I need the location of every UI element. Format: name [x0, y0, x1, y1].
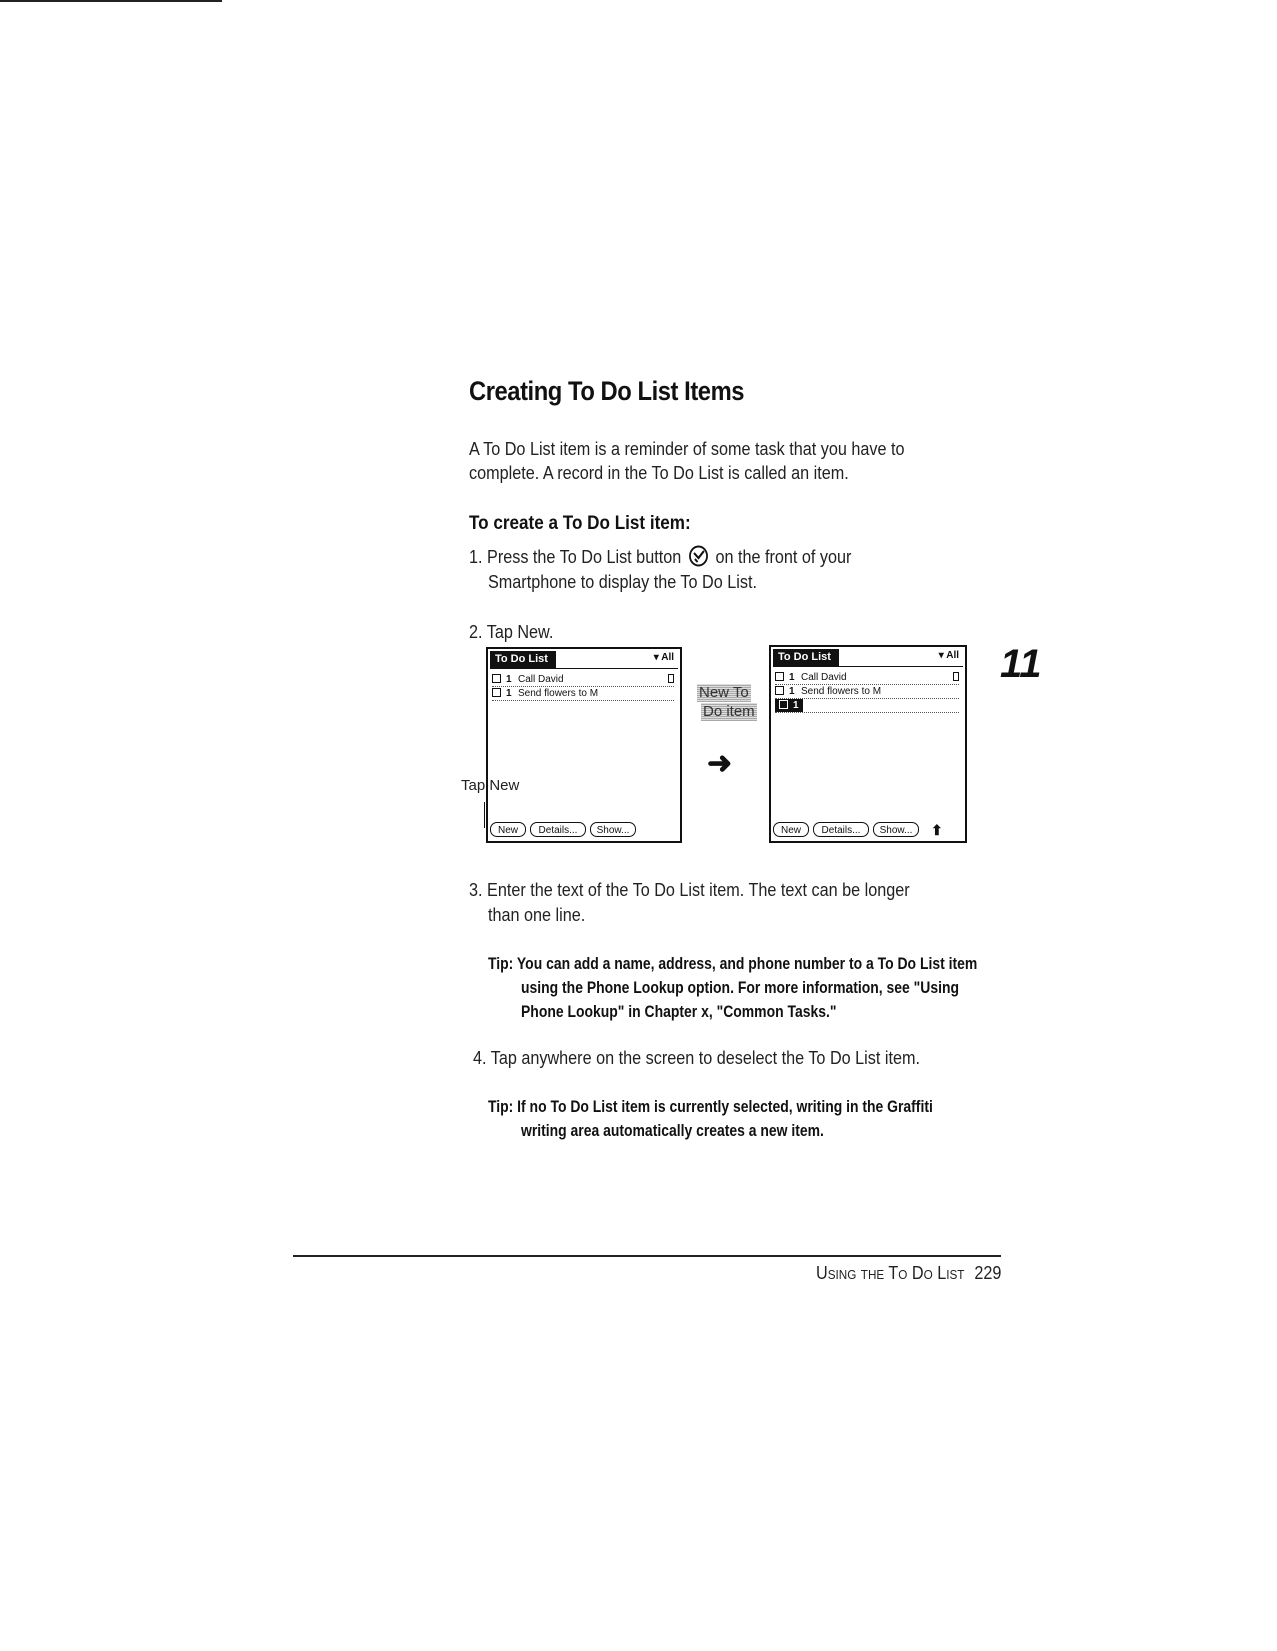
tip-1-line-3: Phone Lookup" in Chapter x, "Common Tasks." — [521, 1002, 837, 1021]
procedure-heading: To create a To Do List item: — [469, 513, 691, 534]
details-button[interactable]: Details... — [813, 822, 869, 837]
checkbox-icon[interactable] — [492, 688, 501, 697]
todo-row[interactable] — [775, 671, 959, 685]
tap-new-callout: Tap New — [461, 777, 520, 794]
note-icon[interactable] — [953, 672, 959, 681]
details-button[interactable]: Details... — [530, 822, 586, 837]
show-button[interactable]: Show... — [873, 822, 919, 837]
step-1-line-2: Smartphone to display the To Do List. — [488, 572, 757, 592]
category-value: All — [661, 652, 674, 663]
todo-row[interactable] — [775, 685, 959, 699]
screen-title: To Do List — [773, 649, 839, 666]
intro-line-1: A To Do List item is a reminder of some task that you have to — [469, 439, 905, 459]
screen-title: To Do List — [490, 651, 556, 668]
show-button[interactable]: Show... — [590, 822, 636, 837]
step-2: 2. Tap New. — [469, 622, 554, 642]
tip-2-line-2: writing area automatically creates a new item. — [521, 1121, 824, 1140]
new-button[interactable]: New — [773, 822, 809, 837]
tap-new-leader-line — [484, 802, 485, 828]
section-title: Creating To Do List Items — [469, 376, 745, 406]
checkbox-icon[interactable] — [775, 686, 784, 695]
todo-screen-before — [486, 647, 682, 843]
tip-1-line-1: Tip: You can add a name, address, and phone number to a To Do List item — [488, 954, 978, 973]
priority: 1 — [506, 674, 512, 685]
item-text: Send flowers to M — [801, 686, 882, 697]
priority: 1 — [506, 688, 512, 699]
checkbox-icon[interactable] — [779, 700, 788, 709]
category-dropdown[interactable]: ▾ All — [938, 650, 959, 661]
item-text: Send flowers to M — [518, 688, 599, 699]
step-1-text-b: on the front of your — [715, 547, 852, 567]
title-rule — [773, 666, 963, 667]
priority: 1 — [789, 672, 795, 683]
new-item-selection[interactable] — [775, 699, 803, 712]
todo-list-button-icon — [688, 545, 708, 573]
running-head: Using the To Do List — [816, 1263, 965, 1283]
page-number: 229 — [974, 1263, 1002, 1283]
step-4: 4. Tap anywhere on the screen to deselect the To Do List item. — [473, 1048, 920, 1068]
tip-1-line-2: using the Phone Lookup option. For more information, see "Using — [521, 978, 959, 997]
category-value: All — [946, 650, 959, 661]
chapter-number: 11 — [1000, 642, 1042, 686]
scan-edge-line — [0, 0, 222, 2]
title-rule — [490, 668, 678, 669]
intro-line-2: complete. A record in the To Do List is called an item. — [469, 463, 849, 483]
new-todo-row[interactable] — [775, 699, 959, 713]
footer-rule — [293, 1255, 1001, 1257]
step-3-line-1: 3. Enter the text of the To Do List item. The text can be longer — [469, 880, 910, 900]
priority: 1 — [789, 686, 795, 697]
item-text: Call David — [801, 672, 847, 683]
step-3-line-2: than one line. — [488, 905, 586, 925]
arrow-right-icon: ➜ — [707, 747, 733, 780]
scroll-up-arrow-icon[interactable]: ⬆ — [931, 822, 943, 838]
note-icon[interactable] — [668, 674, 674, 683]
todo-row[interactable] — [492, 673, 674, 687]
step-1-line-1 — [469, 545, 851, 573]
step-1-text-a: 1. Press the To Do List button — [469, 547, 682, 567]
priority: 1 — [793, 700, 799, 711]
footer — [816, 1263, 1001, 1284]
new-item-callout-line-2: Do item — [703, 703, 755, 720]
todo-screen-after — [769, 645, 967, 843]
new-button[interactable]: New — [490, 822, 526, 837]
checkbox-icon[interactable] — [775, 672, 784, 681]
new-item-callout-line-1: New To — [699, 684, 749, 701]
checkbox-icon[interactable] — [492, 674, 501, 683]
todo-row[interactable] — [492, 687, 674, 701]
item-text: Call David — [518, 674, 564, 685]
tip-2-line-1: Tip: If no To Do List item is currently selected, writing in the Graffiti — [488, 1097, 933, 1116]
category-dropdown[interactable]: ▾ All — [653, 652, 674, 663]
